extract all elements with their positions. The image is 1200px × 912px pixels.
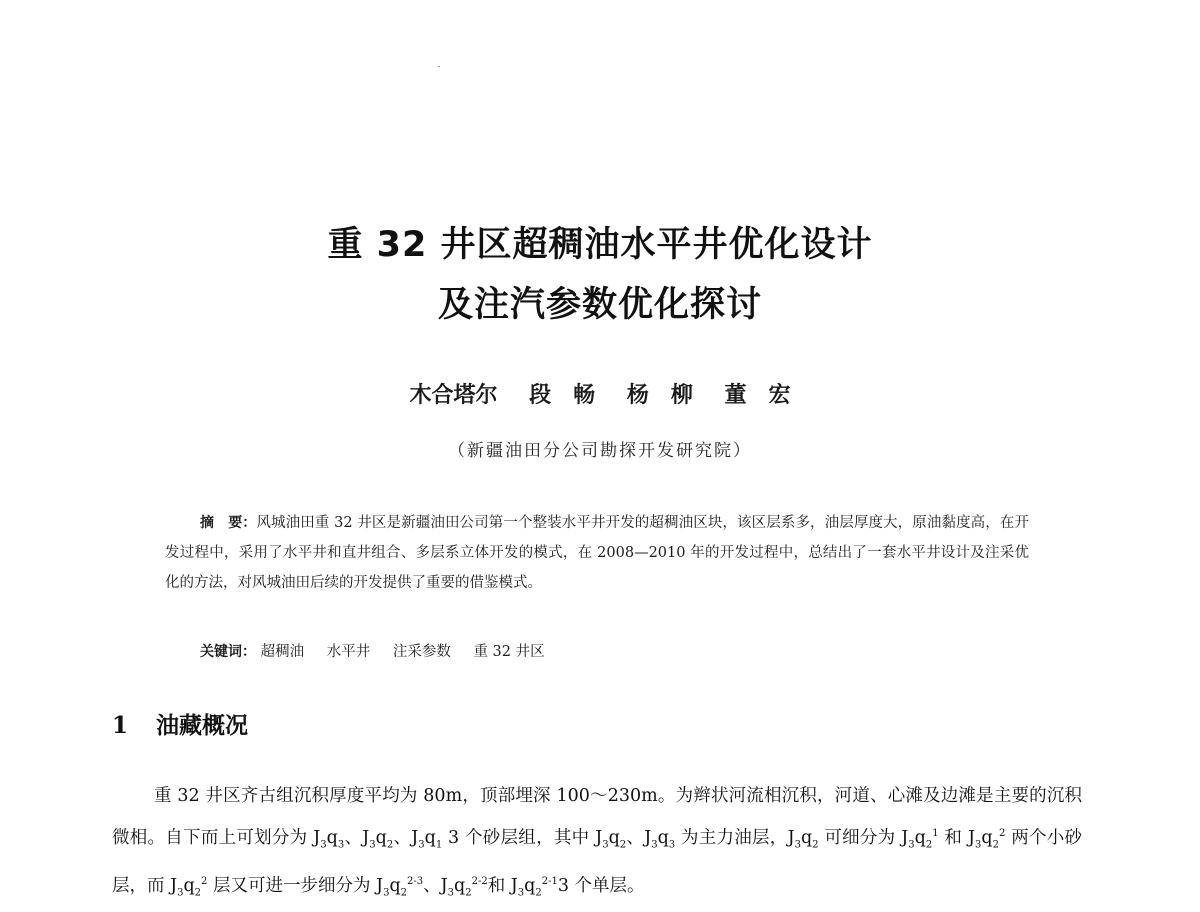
- section-number: 1: [112, 712, 129, 739]
- scan-speck: [438, 66, 440, 67]
- abstract: [165, 508, 1029, 598]
- keywords-label: 关键词：: [200, 644, 256, 660]
- section-heading: [112, 707, 248, 740]
- keyword: 注采参数: [392, 644, 451, 660]
- affiliation: （新疆油田分公司勘探开发研究院）: [448, 441, 752, 461]
- keywords: [200, 640, 563, 661]
- paper-title-line-1: 重 32 井区超稠油水平井优化设计: [327, 225, 873, 265]
- abstract-label: 摘 要：: [200, 515, 257, 531]
- author: 杨 柳: [626, 382, 693, 408]
- keyword: 水平井: [326, 644, 371, 660]
- paper-title-line-2: 及注汽参数优化探讨: [437, 285, 762, 325]
- author: 董 宏: [724, 382, 791, 408]
- keyword: 重 32 井区: [473, 644, 545, 660]
- author: 木合塔尔: [409, 382, 498, 408]
- body-paragraph: 重 32 井区齐古组沉积厚度平均为 80m，顶部埋深 100～230m。为辫状河流相沉积，河道、心滩及边滩是主要的沉积微相。自下而上可划分为 $J_3q_3$、$J_3q_2$、$J_3q_1$ 3 个砂层组，其中 $J_3q_2$、$J_3q_3$ 为主力油层，$J_3q_2$ 可细分为 $J_3q_2^1$ 和 $J_3q_2^2$ 两个小砂层，而 $J_3q_2^2$ 层又可进一步细分为 $J_3q_2^{2-3}$、$J_3q_2^{2-2}$和 $J_3q_2^{2-1}3$ 个单层。: [112, 786, 1082, 899]
- abstract-text: 风城油田重 32 井区是新疆油田公司第一个整装水平井开发的超稠油区块，该区层系多，油层厚度大，原油黏度高，在开发过程中，采用了水平井和直井组合、多层系立体开发的模式，在 2008—2010 年的开发过程中，总结出了一套水平井设计及注采优化的方法，对风城油田后续的开发提供了重要的借鉴模式。: [165, 515, 1029, 591]
- author-list: [0, 378, 1200, 409]
- section-title: 油藏概况: [156, 713, 248, 739]
- author: 段 畅: [529, 382, 596, 408]
- keyword: 超稠油: [260, 644, 305, 660]
